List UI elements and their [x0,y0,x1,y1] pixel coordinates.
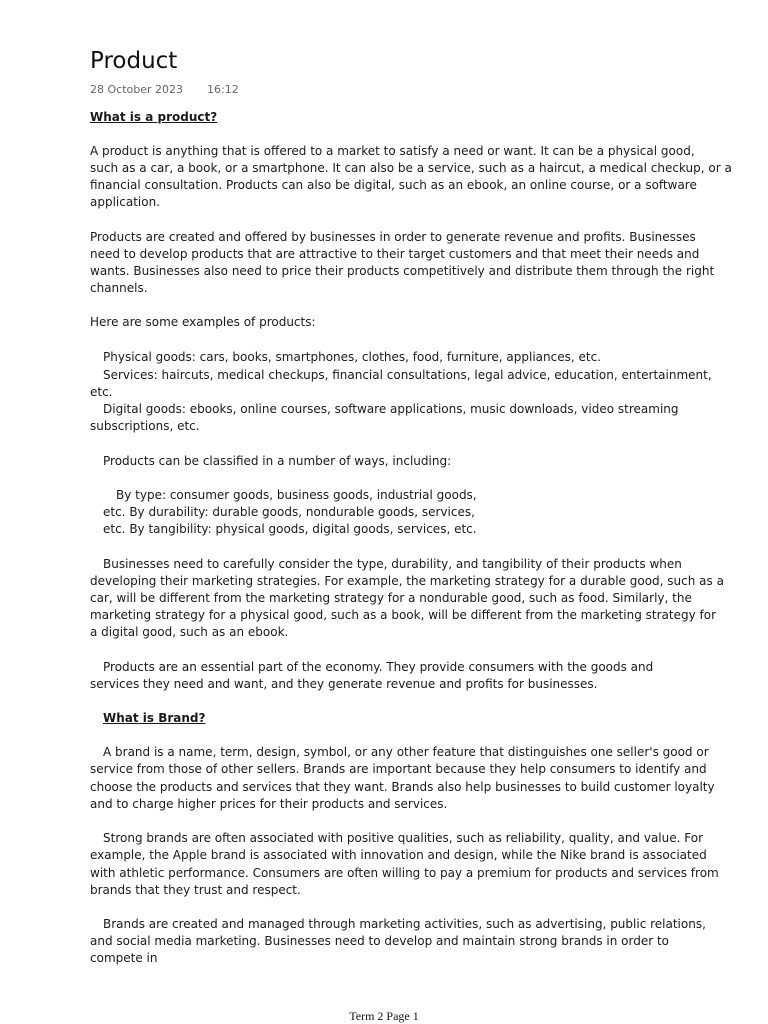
text-line: such as a car, a book, or a smartphone. It can also be a service, such as a haircut, a medical checkup, or a [90,161,732,175]
section-heading: What is a product? [90,110,218,124]
text-line: a digital good, such as an ebook. [90,625,289,639]
text-line: choose the products and services that they want. Brands also help businesses to build customer loyalty [90,780,715,794]
text-line: and social media marketing. Businesses need to develop and maintain strong brands in order to [90,934,669,948]
text-line: etc. By tangibility: physical goods, digital goods, services, etc. [103,522,477,536]
text-line: Brands are created and managed through marketing activities, such as advertising, public relations, [103,917,706,931]
text-line: and to charge higher prices for their products and services. [90,797,448,811]
page-footer: Term 2 Page 1 [349,1009,419,1023]
text-line: Strong brands are often associated with positive qualities, such as reliability, quality, and value. For [103,831,704,845]
note-date: 28 October 2023 [90,83,184,96]
text-line: brands that they trust and respect. [90,883,301,897]
text-line: application. [90,195,161,209]
text-line: Products can be classified in a number of ways, including: [103,454,452,468]
note-timestamp [90,82,239,98]
text-line: A product is anything that is offered to a market to satisfy a need or want. It can be a physical good, [90,144,695,158]
text-line: financial consultation. Products can also be digital, such as an ebook, an online course, or a software [90,178,697,192]
text-line: Products are created and offered by businesses in order to generate revenue and profits. Businesses [90,230,696,244]
text-line: example, the Apple brand is associated with innovation and design, while the Nike brand is associated [90,848,707,862]
text-line: By type: consumer goods, business goods, industrial goods, [116,488,477,502]
note-page [90,0,732,1024]
text-line: Here are some examples of products: [90,315,316,329]
text-line: etc. By durability: durable goods, nondurable goods, services, [103,505,475,519]
text-line: wants. Businesses also need to price their products competitively and distribute them through the right [90,264,715,278]
text-line: with athletic performance. Consumers are often willing to pay a premium for products and services from [90,866,719,880]
text-line: etc. [90,385,113,399]
text-line: Services: haircuts, medical checkups, financial consultations, legal advice, education, entertainment, [103,368,712,382]
text-line: channels. [90,281,148,295]
text-line: A brand is a name, term, design, symbol, or any other feature that distinguishes one seller's good or [103,745,709,759]
text-line: Products are an essential part of the economy. They provide consumers with the goods and [103,660,654,674]
text-line: Physical goods: cars, books, smartphones, clothes, food, furniture, appliances, etc. [103,350,601,364]
note-time: 16:12 [207,83,239,96]
text-line: Digital goods: ebooks, online courses, software applications, music downloads, video streaming [103,402,679,416]
text-line: subscriptions, etc. [90,419,200,433]
text-line: compete in [90,951,158,965]
text-line: developing their marketing strategies. For example, the marketing strategy for a durable good, such as a [90,574,724,588]
text-line: need to develop products that are attractive to their target customers and that meet their needs and [90,247,700,261]
page-title: Product [90,48,178,74]
text-line: services they need and want, and they generate revenue and profits for businesses. [90,677,598,691]
text-line: service from those of other sellers. Brands are important because they help consumers to identify and [90,762,707,776]
section-heading: What is Brand? [103,711,206,725]
text-line: Businesses need to carefully consider the type, durability, and tangibility of their products when [103,557,682,571]
text-line: car, will be different from the marketing strategy for a nondurable good, such as food. Similarly, the [90,591,692,605]
text-line: marketing strategy for a physical good, such as a book, will be different from the marketing strategy for [90,608,716,622]
